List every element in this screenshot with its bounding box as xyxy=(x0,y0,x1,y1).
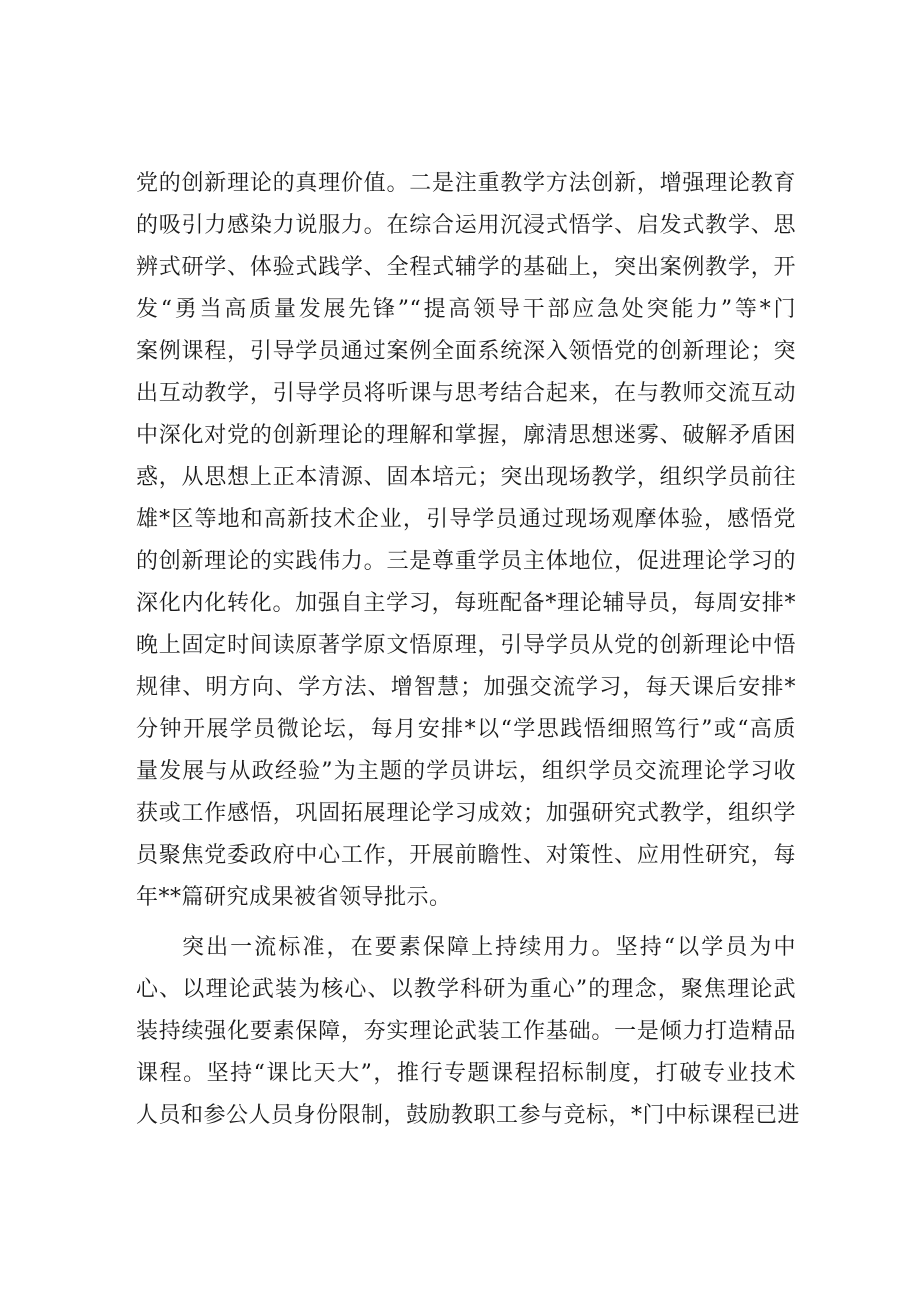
text-line: 心、以理论武装为核心、以教学科研为重心”的理念，聚焦理论武 xyxy=(136,977,796,1002)
text-line: 辨式研学、体验式践学、全程式辅学的基础上，突出案例教学，开 xyxy=(136,255,796,280)
text-line: 雄*区等地和高新技术企业，引导学员通过现场观摩体验，感悟党 xyxy=(136,507,796,532)
text-line: 员聚焦党委政府中心工作，开展前瞻性、对策性、应用性研究，每 xyxy=(136,843,796,868)
text-line: 的创新理论的实践伟力。三是尊重学员主体地位，促进理论学习的 xyxy=(136,549,796,574)
text-line: 获或工作感悟，巩固拓展理论学习成效；加强研究式教学，组织学 xyxy=(136,801,796,826)
text-line: 案例课程，引导学员通过案例全面系统深入领悟党的创新理论；突 xyxy=(136,339,796,364)
text-line: 分钟开展学员微论坛，每月安排*以“学思践悟细照笃行”或“高质 xyxy=(136,717,796,742)
text-line: 突出一流标准，在要素保障上持续用力。坚持“以学员为中 xyxy=(182,935,796,960)
text-line: 量发展与从政经验”为主题的学员讲坛，组织学员交流理论学习收 xyxy=(136,759,796,784)
text-line: 惑，从思想上正本清源、固本培元；突出现场教学，组织学员前往 xyxy=(136,465,796,490)
text-line: 课程。坚持“课比天大”，推行专题课程招标制度，打破专业技术 xyxy=(136,1061,796,1086)
text-line: 规律、明方向、学方法、增智慧；加强交流学习，每天课后安排* xyxy=(136,675,796,700)
text-line: 发“勇当高质量发展先锋”“提高领导干部应急处突能力”等*门 xyxy=(136,297,796,322)
text-line: 出互动教学，引导学员将听课与思考结合起来，在与教师交流互动 xyxy=(136,381,796,406)
text-line: 党的创新理论的真理价值。二是注重教学方法创新，增强理论教育 xyxy=(136,171,796,196)
text-line: 晚上固定时间读原著学原文悟原理，引导学员从党的创新理论中悟 xyxy=(136,633,796,658)
text-line: 中深化对党的创新理论的理解和掌握，廓清思想迷雾、破解矛盾困 xyxy=(136,423,796,448)
text-line: 年**篇研究成果被省领导批示。 xyxy=(136,885,452,910)
text-line: 人员和参公人员身份限制，鼓励教职工参与竞标，*门中标课程已进 xyxy=(136,1103,801,1128)
text-line: 的吸引力感染力说服力。在综合运用沉浸式悟学、启发式教学、思 xyxy=(136,213,796,238)
text-line: 装持续强化要素保障，夯实理论武装工作基础。一是倾力打造精品 xyxy=(136,1019,796,1044)
text-line: 深化内化转化。加强自主学习，每班配备*理论辅导员，每周安排* xyxy=(136,591,796,616)
